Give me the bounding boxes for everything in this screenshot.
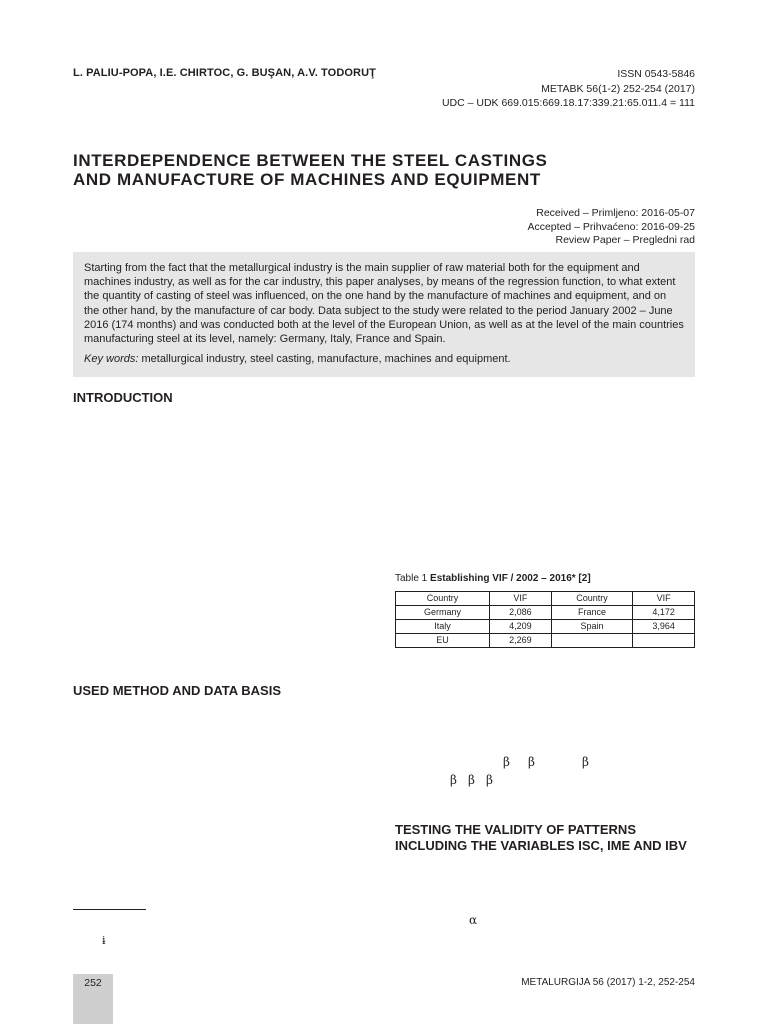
table-caption-prefix: Table 1 [395,573,431,584]
table-cell: Spain [551,620,633,634]
vif-table [395,591,695,648]
section-heading-introduction: INTRODUCTION [73,390,173,405]
page-number: 252 [84,977,102,989]
alpha-symbol: α [469,913,478,927]
received-date: Received – Primljeno: 2016-05-07 [536,207,695,219]
table-row [396,606,695,620]
journal-identifiers [442,67,695,111]
table-cell [633,634,695,648]
table-header-row [396,592,695,606]
table-header-cell: Country [396,592,490,606]
metabk: METABK 56(1-2) 252-254 (2017) [541,82,695,95]
beta-symbol: β [450,773,457,787]
paper-title [73,151,548,189]
table-header-cell: VIF [633,592,695,606]
table-cell: 4,172 [633,606,695,620]
beta-symbol: β [486,773,493,787]
table-caption [395,573,591,584]
journal-footer: METALURGIJA 56 (2017) 1-2, 252-254 [521,977,695,988]
table-cell: Italy [396,620,490,634]
beta-symbol: β [468,773,475,787]
table-cell: 2,086 [490,606,552,620]
title-line-2: AND MANUFACTURE OF MACHINES AND EQUIPMENT [73,170,541,189]
beta-symbol: β [503,755,510,769]
table-row [396,634,695,648]
udc: UDC – UDK 669.015:669.18.17:339.21:65.011.4 = 111 [441,97,695,109]
accepted-date: Accepted – Prihvaćeno: 2016-09-25 [527,220,695,233]
abstract-box [73,252,695,377]
table-cell: 2,269 [490,634,552,648]
table-cell: France [551,606,633,620]
title-line-1: INTERDEPENDENCE BETWEEN THE STEEL CASTINGS [73,151,548,170]
table-row [396,620,695,634]
testing-heading-line-2: INCLUDING THE VARIABLES ISC, IME AND IBV [395,838,687,853]
footnote-mark: ɨ [102,934,106,947]
section-heading-method: USED METHOD AND DATA BASIS [73,683,281,698]
table-caption-title: Establishing VIF / 2002 – 2016* [2] [430,573,591,584]
table-cell: EU [396,634,490,648]
keywords-label: Key words: [84,353,139,366]
authors: L. PALIU-POPA, I.E. CHIRTOC, G. BUŞAN, A.V. TODORUŢ [73,67,376,79]
paper-type: Review Paper – Pregledni rad [555,234,695,247]
table-header-cell: Country [551,592,633,606]
issn: ISSN 0543-5846 [617,68,695,80]
table-cell: Germany [396,606,490,620]
keywords [84,352,684,366]
paper-dates [527,207,695,248]
table-cell: 3,964 [633,620,695,634]
table-header-cell: VIF [490,592,552,606]
testing-heading-line-1: TESTING THE VALIDITY OF PATTERNS [395,822,636,837]
keywords-list: metallurgical industry, steel casting, manufacture, machines and equipment. [138,353,511,366]
section-heading-testing [395,822,687,854]
table-cell [551,634,633,648]
abstract-text: Starting from the fact that the metallurgical industry is the main supplier of raw material both for the equipment and machines industry, as well as for the car industry, this paper analyses, by means of the regression function, to what extent the quantity of casting of steel was influenced, on the one hand by the manufacture of machines and equipment, and on the other hand, by the manufacture of car body. Data subject to the study were related to the period January 2002 – June 2016 (174 months) and was conducted both at the level of the European Union, as well as at the level of the main countries manufacturing steel at its level, namely: Germany, Italy, France and Spain. [84,262,684,346]
beta-symbol: β [528,755,535,769]
beta-symbol: β [582,755,589,769]
table-cell: 4,209 [490,620,552,634]
footnote-rule [73,909,146,910]
